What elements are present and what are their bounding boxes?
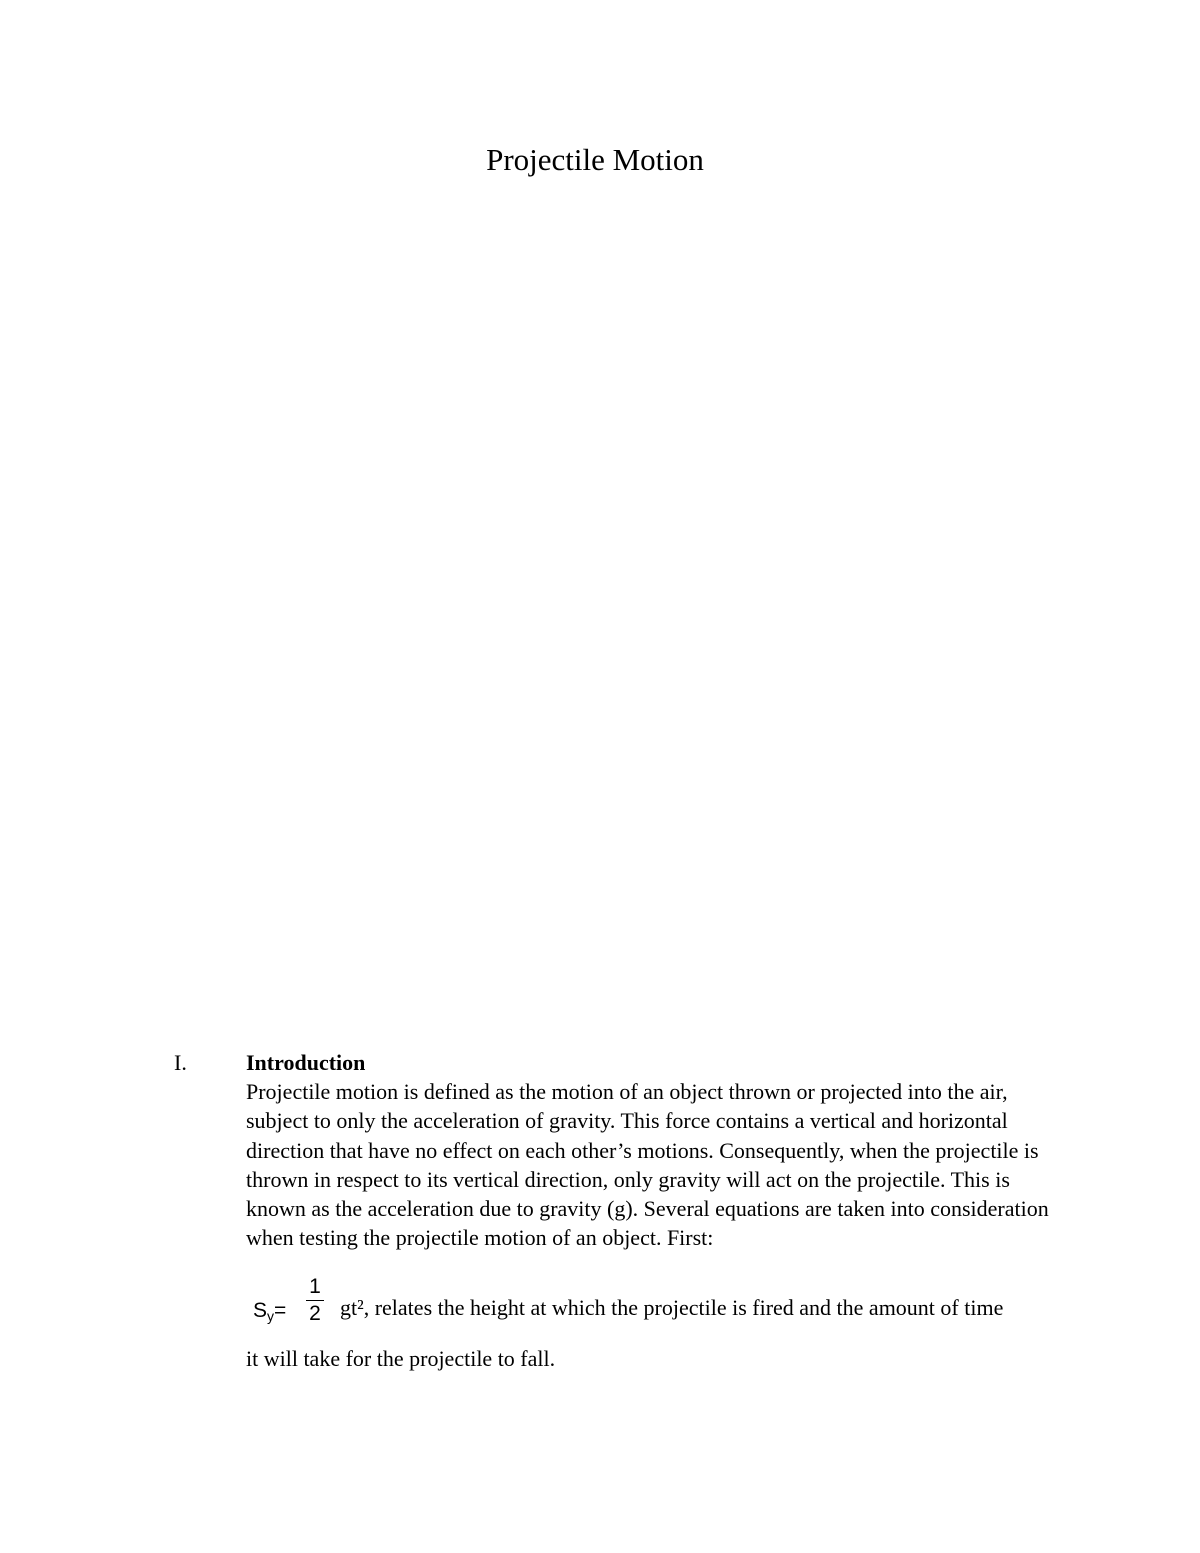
introduction-paragraph: Projectile motion is defined as the motion of an object thrown or projected into the air, subject to only the acceleration of gravity. This force contains a vertical and horizontal direction that have no effect on each other’s motions. Consequently, when the projectile is thrown in respect to its vertical direction, only gravity will act on the projectile. This is known as the acceleration due to gravity (g). Several equations are taken into consideration when testing the projectile motion of an object. First:	[246, 1079, 1049, 1251]
section-number: I.	[174, 1050, 187, 1075]
equation-symbol: S	[253, 1298, 268, 1322]
equation-lhs	[253, 1296, 286, 1331]
equation-equals: =	[274, 1298, 287, 1322]
equation-rest	[340, 1293, 1003, 1322]
equation-continuation: it will take for the projectile to fall.	[246, 1345, 556, 1371]
fraction-numerator: 1	[309, 1274, 321, 1298]
page-title: Projectile Motion	[486, 142, 704, 177]
equation-trailing-text: , relates the height at which the projectile is fired and the amount of time	[363, 1294, 1004, 1320]
equation-subscript: y	[267, 1307, 275, 1324]
section-body	[246, 1048, 1066, 1373]
fraction-denominator: 2	[309, 1301, 321, 1325]
fraction-bar	[306, 1300, 324, 1301]
equation-line	[246, 1272, 1066, 1330]
equation-fraction	[306, 1275, 324, 1326]
equation-rhs-term: gt²	[340, 1294, 364, 1320]
section-heading: Introduction	[246, 1050, 366, 1075]
